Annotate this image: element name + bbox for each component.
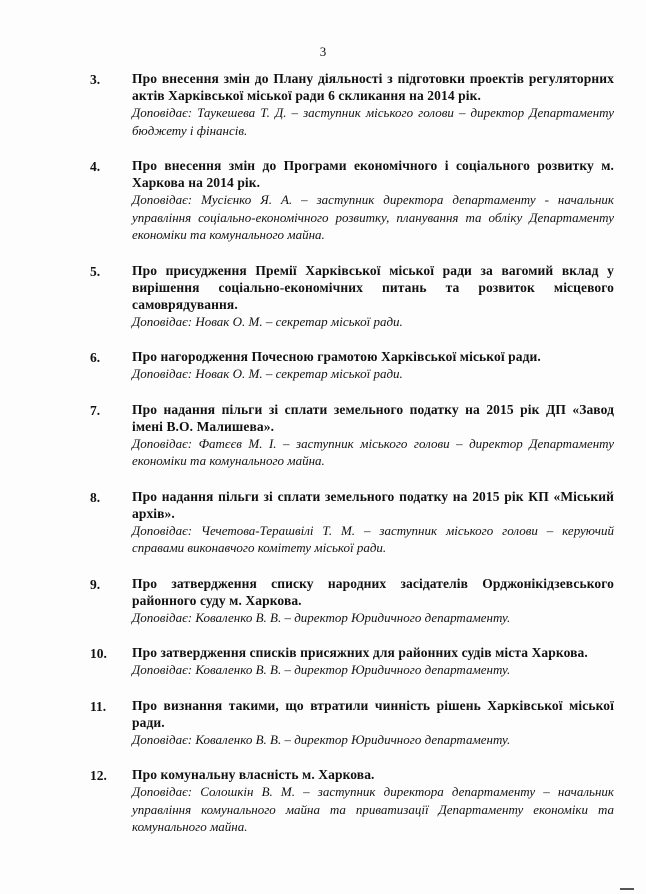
agenda-item-title: Про комунальну власність м. Харкова. [132, 767, 375, 782]
agenda-item-number: 11. [90, 698, 107, 714]
agenda-item-title: Про надання пільги зі сплати земельного податку на 2015 рік КП «Міський архів». [132, 488, 614, 521]
agenda-item [88, 70, 614, 139]
page-number: 3 [319, 44, 327, 59]
agenda-item [88, 488, 614, 557]
agenda-item-speaker: Доповідає: Мусієнко Я. А. – заступник директора департаменту - начальник управління соціально-економічного розвитку, планування та обліку Департаменту економіки та комунального майна. [132, 192, 614, 242]
agenda-item-title: Про нагородження Почесною грамотою Харківської міської ради. [132, 349, 541, 364]
agenda-item-speaker: Доповідає: Таукешева Т. Д. – заступник міського голови – директор Департаменту бюджету і фінансів. [132, 105, 614, 138]
agenda-item-number: 9. [90, 576, 101, 592]
agenda-item-speaker: Доповідає: Коваленко В. В. – директор Юридичного департаменту. [132, 662, 511, 677]
agenda-list [88, 70, 614, 854]
agenda-item-title: Про затвердження списку народних засідателів Орджонікідзевського районного суду м. Харкова. [132, 575, 614, 608]
agenda-item [88, 644, 614, 679]
agenda-item-number: 4. [90, 159, 101, 174]
agenda-item-speaker: Доповідає: Солошкін В. М. – заступник директора департаменту – начальник управління комунального майна та приватизації Департаменту економіки та комунального майна. [132, 784, 614, 834]
agenda-item [88, 766, 614, 836]
agenda-item-speaker: Доповідає: Коваленко В. В. – директор Юридичного департаменту. [132, 731, 511, 747]
agenda-item-number: 6. [90, 350, 101, 365]
agenda-item [88, 262, 614, 331]
agenda-item-speaker: Доповідає: Чечетова-Терашвілі Т. М. – заступник міського голови – керуючий справами виконавчого комітету міської ради. [132, 522, 614, 555]
agenda-item [88, 401, 614, 470]
agenda-item-speaker: Доповідає: Новак О. М. – секретар міської ради. [132, 313, 403, 329]
agenda-item-title: Про надання пільги зі сплати земельного податку на 2015 рік ДП «Завод імені В.О. Малишева». [132, 401, 614, 434]
agenda-item-title: Про присудження Премії Харківської міської ради за вагомий вклад у вирішення соціально-економічних питань та розвиток місцевого самоврядування. [132, 262, 614, 312]
agenda-item-number: 12. [90, 768, 107, 783]
agenda-item-number: 7. [90, 402, 101, 418]
agenda-item-speaker: Доповідає: Новак О. М. – секретар міської ради. [132, 366, 403, 381]
agenda-item-number: 5. [90, 263, 101, 279]
agenda-item-speaker: Доповідає: Коваленко В. В. – директор Юридичного департаменту. [132, 609, 511, 625]
agenda-item [88, 157, 614, 244]
agenda-item-title: Про затвердження списків присяжних для районних судів міста Харкова. [132, 645, 588, 660]
scan-mark [620, 888, 634, 890]
agenda-item [88, 697, 614, 749]
agenda-item-number: 3. [90, 72, 101, 87]
agenda-item-title: Про внесення змін до Плану діяльності з підготовки проектів регуляторних актів Харківської міської ради 6 скликання на 2014 рік. [132, 71, 614, 103]
agenda-item-title: Про визнання такими, що втратили чинність рішень Харківської міської ради. [132, 697, 614, 730]
agenda-item-number: 10. [90, 646, 107, 661]
agenda-item-number: 8. [90, 489, 101, 505]
agenda-item [88, 575, 614, 627]
agenda-item-title: Про внесення змін до Програми економічного і соціального розвитку м. Харкова на 2014 рік. [132, 158, 614, 190]
agenda-item-speaker: Доповідає: Фатєєв М. І. – заступник міського голови – директор Департаменту економіки та комунального майна. [132, 435, 614, 468]
agenda-item [88, 348, 614, 383]
